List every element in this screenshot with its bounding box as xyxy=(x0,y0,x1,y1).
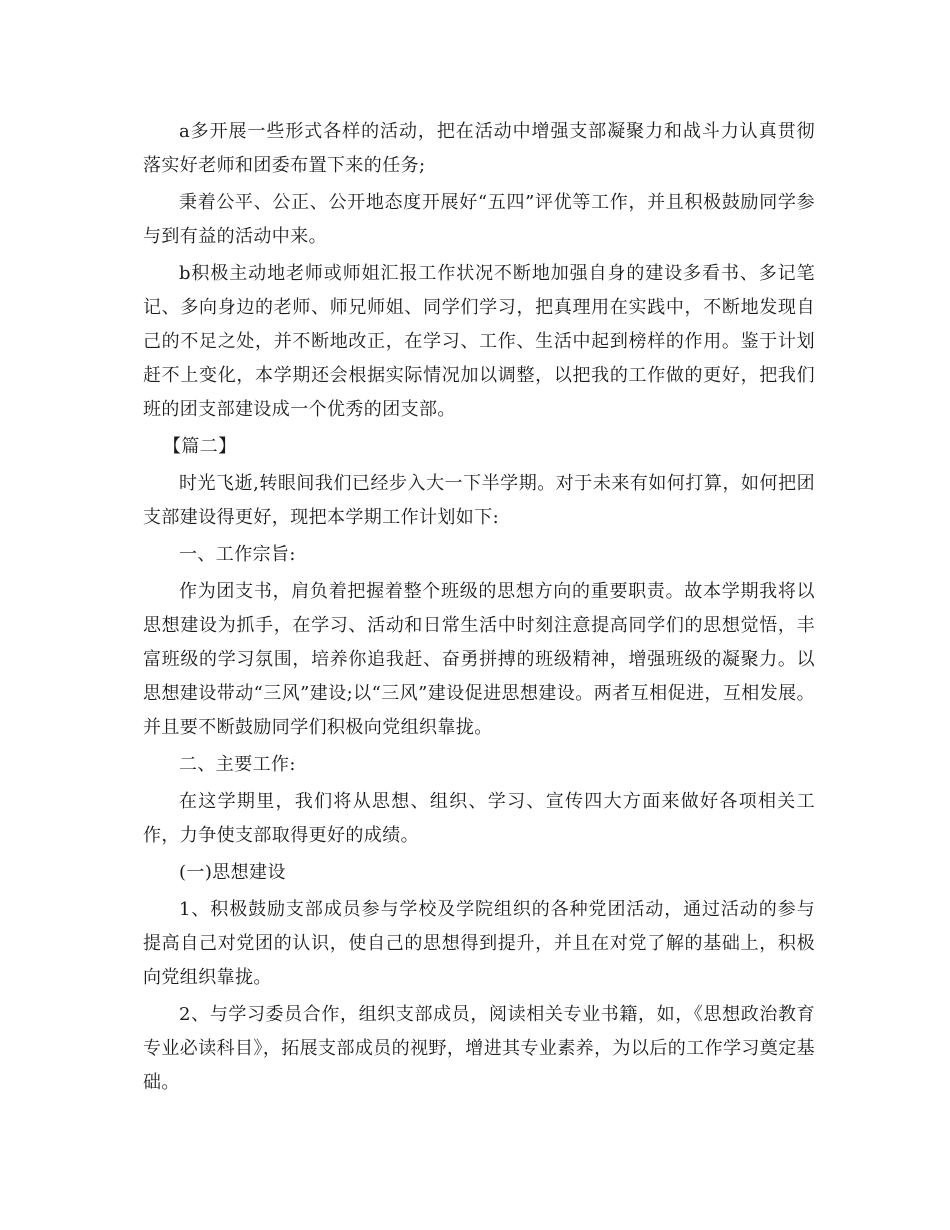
document-body xyxy=(143,115,815,1103)
paragraph-item-1: 1、积极鼓励支部成员参与学校及学院组织的各种党团活动，通过活动的参与提高自己对党团的认识，使自己的思想得到提升，并且在对党了解的基础上，积极向党组织靠拢。 xyxy=(143,899,815,988)
paragraph-reporting: b积极主动地老师或师姐汇报工作状况不断地加强自身的建设多看书、多记笔记、多向身边的老师、师兄师姐、同学们学习，把真理用在实践中，不断地发现自己的不足之处，并不断地改正，在学习、工作、生活中起到榜样的作用。鉴于计划赶不上变化，本学期还会根据实际情况加以调整，以把我的工作做的更好，把我们班的团支部建设成一个优秀的团支部。 xyxy=(143,263,815,420)
paragraph-fairness: 秉着公平、公正、公开地态度开展好“五四”评优等工作，并且积极鼓励同学参与到有益的活动中来。 xyxy=(143,192,815,247)
heading-ideology: (一)思想建设 xyxy=(179,862,286,883)
paragraph-main-work: 在这学期里，我们将从思想、组织、学习、宣传四大方面来做好各项相关工作，力争使支部取得更好的成绩。 xyxy=(143,791,815,846)
section-heading-part-two: 【篇二】 xyxy=(163,436,237,457)
heading-work-purpose: 一、工作宗旨: xyxy=(179,544,296,565)
paragraph-purpose: 作为团支书，肩负着把握着整个班级的思想方向的重要职责。故本学期我将以思想建设为抓手，在学习、活动和日常生活中时刻注意提高同学们的思想觉悟，丰富班级的学习氛围，培养你追我赶、奋勇拼搏的班级精神，增强班级的凝聚力。以思想建设带动“三风”建设;以“三风”建设促进思想建设。两者互相促进，互相发展。并且要不断鼓励同学们积极向党组织靠拢。 xyxy=(143,581,815,738)
paragraph-item-2: 2、与学习委员合作，组织支部成员，阅读相关专业书籍，如，《思想政治教育专业必读科目》，拓展支部成员的视野，增进其专业素养，为以后的工作学习奠定基础。 xyxy=(143,1004,815,1093)
paragraph-activities: a多开展一些形式各样的活动，把在活动中增强支部凝聚力和战斗力认真贯彻落实好老师和团委布置下来的任务; xyxy=(143,121,815,176)
heading-main-work: 二、主要工作: xyxy=(179,754,296,775)
paragraph-intro: 时光飞逝,转眼间我们已经步入大一下半学期。对于未来有如何打算，如何把团支部建设得更好，现把本学期工作计划如下: xyxy=(143,473,815,528)
